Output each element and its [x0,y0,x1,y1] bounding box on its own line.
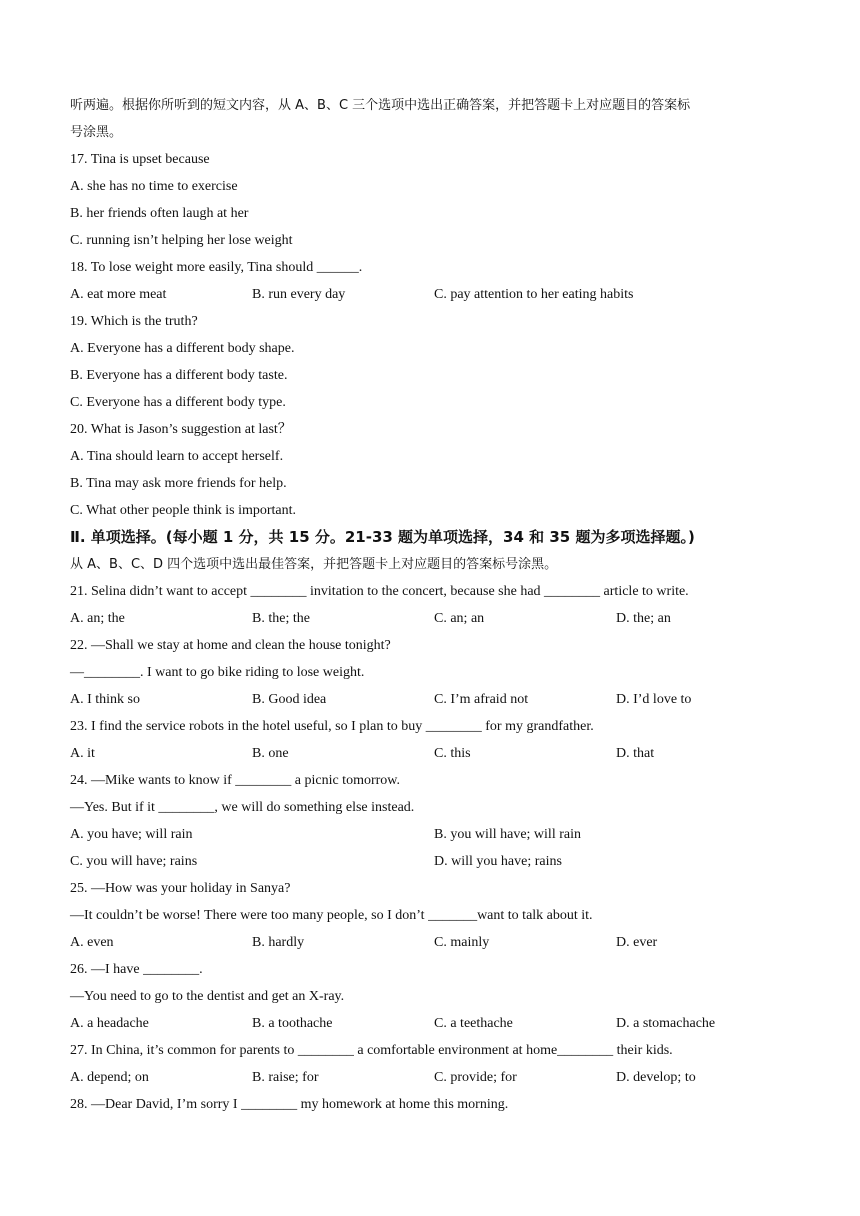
question-21-option-b: B. the; the [252,611,310,626]
question-24-options-row-1 [70,821,800,848]
question-17-option-c: C. running isn’t helping her lose weight [70,233,293,248]
question-19-option-b: B. Everyone has a different body taste. [70,368,288,383]
question-25-stem: 25. —How was your holiday in Sanya? [70,881,291,896]
question-21-options [70,605,800,632]
question-24-stem-2: —Yes. But if it ________, we will do something else instead. [70,800,415,815]
intro-line-2: 号涂黑。 [70,125,123,140]
question-26-option-c: C. a teethache [434,1016,513,1031]
question-25-stem-2: —It couldn’t be worse! There were too many people, so I don’t _______want to talk about it. [70,908,593,923]
question-22-option-c: C. I’m afraid not [434,692,529,707]
question-23-option-c: C. this [434,746,471,761]
question-23-options [70,740,800,767]
question-26-stem: 26. —I have ________. [70,962,203,977]
question-22-option-a: A. I think so [70,692,140,707]
question-27-option-b: B. raise; for [252,1070,319,1085]
question-24-stem: 24. —Mike wants to know if ________ a picnic tomorrow. [70,773,400,788]
question-22-stem-2: —________. I want to go bike riding to lose weight. [70,665,365,680]
section-2-heading: Ⅱ. 单项选择。(每小题 1 分，共 15 分。21-33 题为单项选择，34 和 35 题为多项选择题。) [70,528,695,546]
question-21-stem: 21. Selina didn’t want to accept ________ invitation to the concert, because she had ________ article to write. [70,584,689,599]
question-25-option-b: B. hardly [252,935,305,950]
question-18-stem: 18. To lose weight more easily, Tina should ______. [70,260,363,275]
question-25-option-d: D. ever [616,935,658,950]
intro-line-1: 听两遍。根据你所听到的短文内容，从 A、B、C 三个选项中选出正确答案，并把答题卡上对应题目的答案标 [70,98,691,113]
question-19-option-c: C. Everyone has a different body type. [70,395,286,410]
question-18-options [70,281,800,308]
question-27-option-a: A. depend; on [70,1070,149,1085]
question-17-stem: 17. Tina is upset because [70,152,210,167]
question-22-option-b: B. Good idea [252,692,327,707]
question-23-option-d: D. that [616,746,655,761]
question-25-option-a: A. even [70,935,114,950]
question-20-option-c: C. What other people think is important. [70,503,297,518]
question-26-stem-2: —You need to go to the dentist and get an X-ray. [70,989,345,1004]
question-21-option-a: A. an; the [70,611,125,626]
question-22-stem: 22. —Shall we stay at home and clean the house tonight? [70,638,391,653]
question-27-stem: 27. In China, it’s common for parents to ________ a comfortable environment at home________ their kids. [70,1043,673,1058]
question-25-options [70,929,800,956]
section-2-instruction: 从 A、B、C、D 四个选项中选出最佳答案，并把答题卡上对应题目的答案标号涂黑。 [70,557,558,572]
question-23-option-b: B. one [252,746,289,761]
question-28-stem: 28. —Dear David, I’m sorry I ________ my homework at home this morning. [70,1097,509,1112]
question-26-options [70,1010,800,1037]
question-18-option-a: A. eat more meat [70,287,167,302]
exam-page [70,92,800,1118]
question-22-option-d: D. I’d love to [616,692,692,707]
question-18-option-b: B. run every day [252,287,346,302]
question-21-option-c: C. an; an [434,611,485,626]
question-23-option-a: A. it [70,746,95,761]
question-26-option-d: D. a stomachache [616,1016,716,1031]
question-20-stem: 20. What is Jason’s suggestion at last？ [70,422,292,437]
question-18-option-c: C. pay attention to her eating habits [434,287,634,302]
question-17-option-b: B. her friends often laugh at her [70,206,249,221]
question-24-option-a: A. you have; will rain [70,827,193,842]
question-27-option-d: D. develop; to [616,1070,696,1085]
question-26-option-a: A. a headache [70,1016,149,1031]
question-23-stem: 23. I find the service robots in the hotel useful, so I plan to buy ________ for my grandfather. [70,719,594,734]
question-20-option-b: B. Tina may ask more friends for help. [70,476,287,491]
question-19-option-a: A. Everyone has a different body shape. [70,341,295,356]
question-19-stem: 19. Which is the truth? [70,314,198,329]
question-17-option-a: A. she has no time to exercise [70,179,238,194]
question-24-options-row-2 [70,848,800,875]
question-24-option-b: B. you will have; will rain [434,827,581,842]
question-25-option-c: C. mainly [434,935,490,950]
question-21-option-d: D. the; an [616,611,671,626]
question-27-options [70,1064,800,1091]
question-24-option-c: C. you will have; rains [70,854,198,869]
question-22-options [70,686,800,713]
question-27-option-c: C. provide; for [434,1070,517,1085]
question-24-option-d: D. will you have; rains [434,854,562,869]
question-26-option-b: B. a toothache [252,1016,333,1031]
question-20-option-a: A. Tina should learn to accept herself. [70,449,284,464]
